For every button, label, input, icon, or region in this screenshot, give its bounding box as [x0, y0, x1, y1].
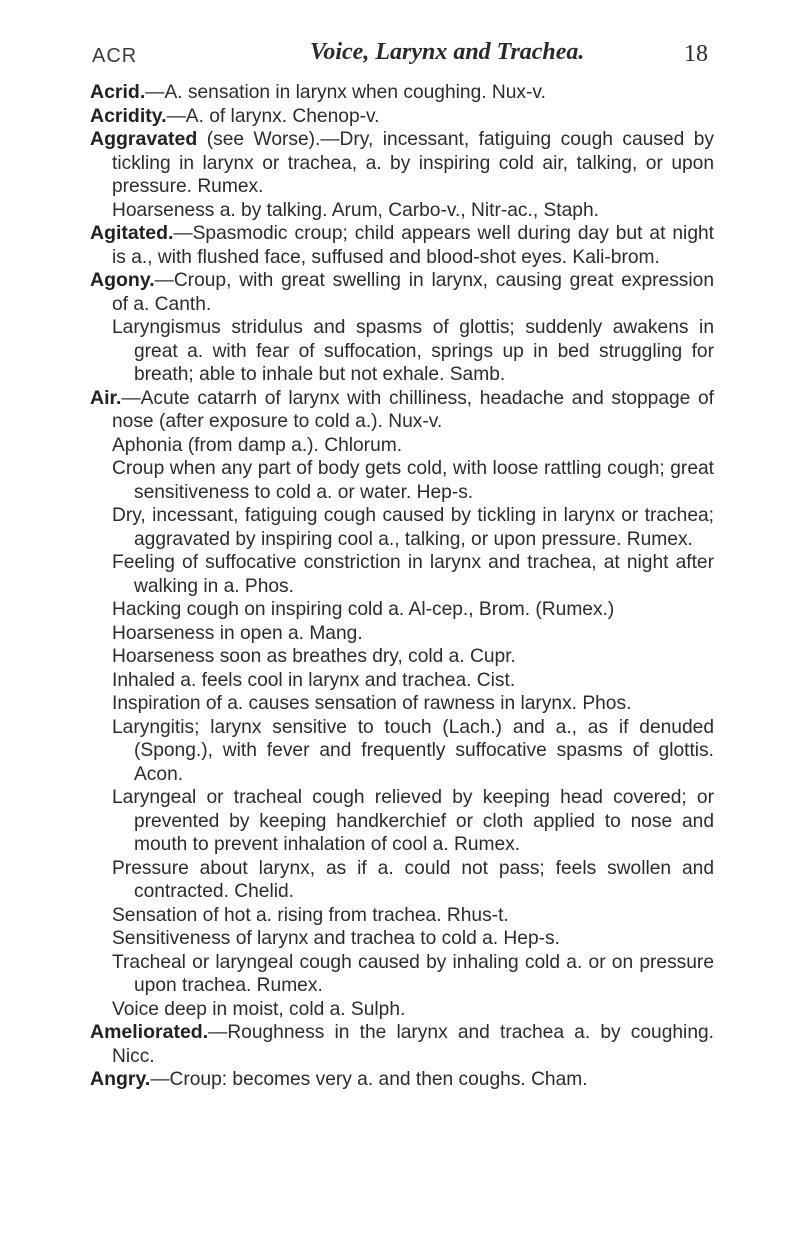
entry-angry	[90, 1068, 714, 1092]
entry-term: Angry.	[90, 1068, 151, 1090]
entry-text: —Acute catarrh of larynx with chilliness, headache and stoppage of nose (after exposure to cold a.). Nux-v.	[112, 387, 714, 432]
page-number: 18	[684, 41, 708, 67]
entry-term: Aggravated	[90, 128, 198, 150]
entry-term: Agony.	[90, 269, 155, 291]
sub-entry: Laryngeal or tracheal cough relieved by keeping head covered; or prevented by keeping handkerchief or cloth applied to nose and mouth to prevent inhalation of cool a. Rumex.	[112, 787, 714, 855]
running-head	[90, 32, 714, 72]
entry-agony	[90, 269, 714, 316]
entry-acridity	[90, 105, 714, 129]
sub-entry: Laryngismus stridulus and spasms of glottis; suddenly awakens in great a. with fear of suffocation, springs up in bed struggling for breath; able to inhale but not exhale. Samb.	[112, 317, 714, 385]
sub-entry: Feeling of suffocative constriction in larynx and trachea, at night after walking in a. Phos.	[112, 552, 714, 597]
entry-text: —Croup, with great swelling in larynx, causing great expression of a. Canth.	[112, 270, 714, 315]
header-title: Voice, Larynx and Trachea.	[310, 39, 585, 65]
entry-text: —Roughness in the larynx and trachea a. by coughing. Nicc.	[112, 1022, 714, 1067]
sub-entry: Sensitiveness of larynx and trachea to cold a. Hep-s.	[112, 928, 560, 949]
entry-text: (see Worse).—Dry, incessant, fatiguing cough caused by tickling in larynx or trachea, a. by inspiring cold air, talking, or upon pressure. Rumex.	[112, 129, 714, 197]
entry-list	[90, 81, 714, 1092]
sub-entry: Inhaled a. feels cool in larynx and trachea. Cist.	[112, 669, 516, 691]
entry-ameliorated	[90, 1021, 714, 1068]
entry-acrid	[90, 81, 714, 105]
entry-text: —A. of larynx. Chenop-v.	[166, 105, 380, 127]
entry-text: —Croup: becomes very a. and then coughs. Cham.	[150, 1069, 588, 1090]
sub-entry: Inspiration of a. causes sensation of rawness in larynx. Phos.	[112, 693, 632, 714]
sub-entry: Croup when any part of body gets cold, with loose rattling cough; great sensitiveness to cold a. or water. Hep-s.	[112, 458, 714, 503]
sub-entry: Pressure about larynx, as if a. could not pass; feels swollen and contracted. Chelid.	[112, 857, 714, 902]
sub-entry: Dry, incessant, fatiguing cough caused by tickling in larynx or trachea; aggravated by inspiring cool a., talking, or upon pressure. Rumex.	[112, 505, 714, 550]
sub-entry: Voice deep in moist, cold a. Sulph.	[112, 998, 406, 1020]
entry-aggravated	[90, 128, 714, 199]
sub-entry: Hacking cough on inspiring cold a. Al-cep., Brom. (Rumex.)	[112, 599, 615, 620]
sub-entry: Hoarseness a. by talking. Arum, Carbo-v., Nitr-ac., Staph.	[112, 199, 599, 221]
sub-entry: Tracheal or laryngeal cough caused by inhaling cold a. or on pressure upon trachea. Rumex.	[112, 951, 714, 996]
entry-term: Air.	[90, 386, 122, 409]
entry-agitated	[90, 222, 714, 269]
header-section-letters: ACR	[92, 45, 138, 67]
entry-term: Ameliorated.	[90, 1021, 209, 1043]
sub-entry: Hoarseness soon as breathes dry, cold a. Cupr.	[112, 646, 516, 667]
entry-text: —A. sensation in larynx when coughing. Nux-v.	[145, 82, 546, 103]
entry-text: —Spasmodic croup; child appears well during day but at night is a., with flushed face, suffused and blood-shot eyes. Kali-brom.	[112, 223, 714, 268]
entry-term: Agitated.	[90, 222, 174, 244]
sub-entry: Aphonia (from damp a.). Chlorum.	[112, 434, 403, 456]
entry-term: Acridity.	[90, 104, 167, 127]
sub-entry: Hoarseness in open a. Mang.	[112, 622, 363, 644]
sub-entry: Sensation of hot a. rising from trachea. Rhus-t.	[112, 904, 509, 926]
entry-air	[90, 387, 714, 434]
sub-entry: Laryngitis; larynx sensitive to touch (Lach.) and a., as if denuded (Spong.), with fever and frequently suffocative spasms of glottis. Acon.	[112, 716, 714, 785]
entry-term: Acrid.	[90, 81, 146, 103]
